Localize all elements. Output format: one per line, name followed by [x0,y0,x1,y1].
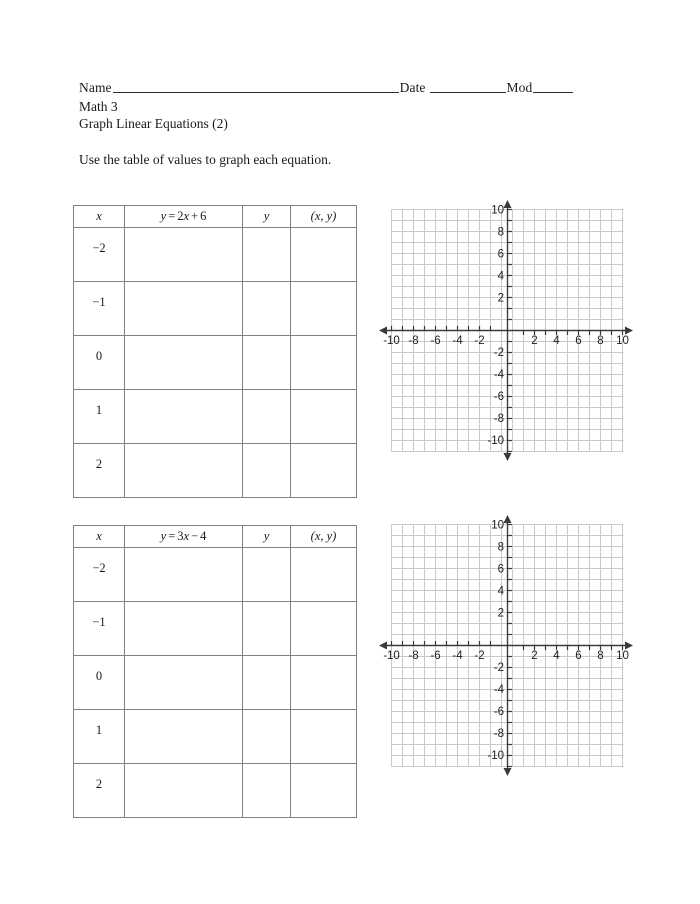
svg-text:4: 4 [553,335,560,347]
cell-x: −2 [74,548,125,602]
svg-text:4: 4 [553,650,560,662]
svg-text:6: 6 [497,563,504,576]
values-table-2 [73,525,357,818]
svg-text:-2: -2 [493,347,504,359]
cell-equation-work[interactable] [125,336,243,390]
cell-ordered-pair[interactable] [291,548,357,602]
cell-y[interactable] [243,656,291,710]
cell-y[interactable] [243,444,291,498]
cell-equation-work[interactable] [125,710,243,764]
table-row [74,548,357,602]
y-axis-tick-labels [487,205,504,448]
header-ordered-pair: (x, y) [291,206,357,228]
table-row [74,764,357,818]
cell-y[interactable] [243,282,291,336]
svg-text:6: 6 [575,650,582,662]
svg-text:-4: -4 [452,650,463,662]
svg-text:-2: -2 [493,662,504,674]
svg-text:10: 10 [491,519,504,532]
y-axis-tick-labels [487,520,504,763]
cell-equation-work[interactable] [125,548,243,602]
worksheet-title: Graph Linear Equations (2) [79,116,228,131]
table-row [74,710,357,764]
date-label: Date [399,80,426,95]
cell-equation-work[interactable] [125,764,243,818]
svg-text:-8: -8 [493,413,504,425]
cell-ordered-pair[interactable] [291,336,357,390]
svg-text:10: 10 [616,650,629,662]
arrow-right [625,327,633,335]
course-name: Math 3 [79,99,118,114]
arrow-down [504,768,512,776]
table-row [74,656,357,710]
svg-text:10: 10 [491,204,504,217]
arrow-left [379,642,387,650]
coordinate-grid-1[interactable] [374,196,636,464]
cell-x: −2 [74,228,125,282]
svg-text:-2: -2 [474,650,485,662]
svg-text:8: 8 [597,335,604,347]
header-x: x [74,206,125,228]
cell-ordered-pair[interactable] [291,656,357,710]
cell-x: 1 [74,710,125,764]
svg-text:-4: -4 [493,369,504,381]
svg-text:-6: -6 [493,706,504,718]
arrow-up [504,200,512,208]
svg-text:-6: -6 [493,391,504,403]
cell-y[interactable] [243,228,291,282]
table-row [74,602,357,656]
cell-y[interactable] [243,336,291,390]
svg-text:-8: -8 [408,335,419,347]
table-row [74,444,357,498]
cell-ordered-pair[interactable] [291,764,357,818]
cell-x: −1 [74,602,125,656]
cell-x: 0 [74,336,125,390]
arrow-up [504,515,512,523]
svg-text:6: 6 [575,335,582,347]
cell-ordered-pair[interactable] [291,390,357,444]
cell-equation-work[interactable] [125,282,243,336]
svg-text:-6: -6 [430,650,441,662]
table-row [74,282,357,336]
cell-equation-work[interactable] [125,228,243,282]
table-header-row [74,526,357,548]
cell-x: 2 [74,764,125,818]
cell-equation-work[interactable] [125,390,243,444]
date-blank-field[interactable] [430,80,506,93]
cell-x: −1 [74,282,125,336]
svg-text:-10: -10 [487,750,504,762]
table-row [74,228,357,282]
arrow-left [379,327,387,335]
name-blank-field[interactable] [113,80,399,93]
worksheet-header [79,80,619,168]
svg-text:4: 4 [497,270,504,283]
svg-text:-4: -4 [452,335,463,347]
header-equation: y = 2x + 6 [125,206,243,228]
arrow-down [504,453,512,461]
svg-text:2: 2 [497,292,504,305]
cell-x: 0 [74,656,125,710]
svg-text:2: 2 [497,607,504,620]
cell-y[interactable] [243,548,291,602]
instruction-text: Use the table of values to graph each equation. [79,152,332,167]
svg-text:8: 8 [597,650,604,662]
svg-text:-10: -10 [487,435,504,447]
values-table-1 [73,205,357,498]
cell-y[interactable] [243,602,291,656]
svg-text:-8: -8 [493,728,504,740]
coordinate-plane-svg [374,196,636,464]
cell-equation-work[interactable] [125,656,243,710]
svg-text:-2: -2 [474,335,485,347]
table-header-row [74,206,357,228]
mod-label: Mod [506,80,533,95]
cell-y[interactable] [243,710,291,764]
svg-text:-8: -8 [408,650,419,662]
header-y: y [243,526,291,548]
cell-x: 1 [74,390,125,444]
svg-text:4: 4 [497,585,504,598]
cell-x: 2 [74,444,125,498]
header-y: y [243,206,291,228]
svg-text:-10: -10 [383,650,400,662]
cell-equation-work[interactable] [125,602,243,656]
coordinate-grid-2[interactable] [374,511,636,779]
cell-ordered-pair[interactable] [291,602,357,656]
coordinate-plane-svg [374,511,636,779]
cell-y[interactable] [243,764,291,818]
svg-text:6: 6 [497,248,504,261]
header-ordered-pair: (x, y) [291,526,357,548]
svg-text:-6: -6 [430,335,441,347]
axis-lines [382,203,630,458]
name-label: Name [79,80,112,95]
cell-ordered-pair[interactable] [291,228,357,282]
svg-text:2: 2 [531,335,538,347]
cell-y[interactable] [243,390,291,444]
table-row [74,390,357,444]
cell-ordered-pair[interactable] [291,444,357,498]
table-row [74,336,357,390]
svg-text:8: 8 [497,541,504,554]
svg-text:-10: -10 [383,335,400,347]
header-equation: y = 3x − 4 [125,526,243,548]
cell-ordered-pair[interactable] [291,282,357,336]
header-x: x [74,526,125,548]
svg-text:10: 10 [616,335,629,347]
cell-equation-work[interactable] [125,444,243,498]
arrow-right [625,642,633,650]
svg-text:2: 2 [531,650,538,662]
svg-text:8: 8 [497,226,504,239]
axis-lines [382,518,630,773]
name-date-mod-line [79,80,619,96]
svg-text:-4: -4 [493,684,504,696]
mod-blank-field[interactable] [533,80,573,93]
cell-ordered-pair[interactable] [291,710,357,764]
